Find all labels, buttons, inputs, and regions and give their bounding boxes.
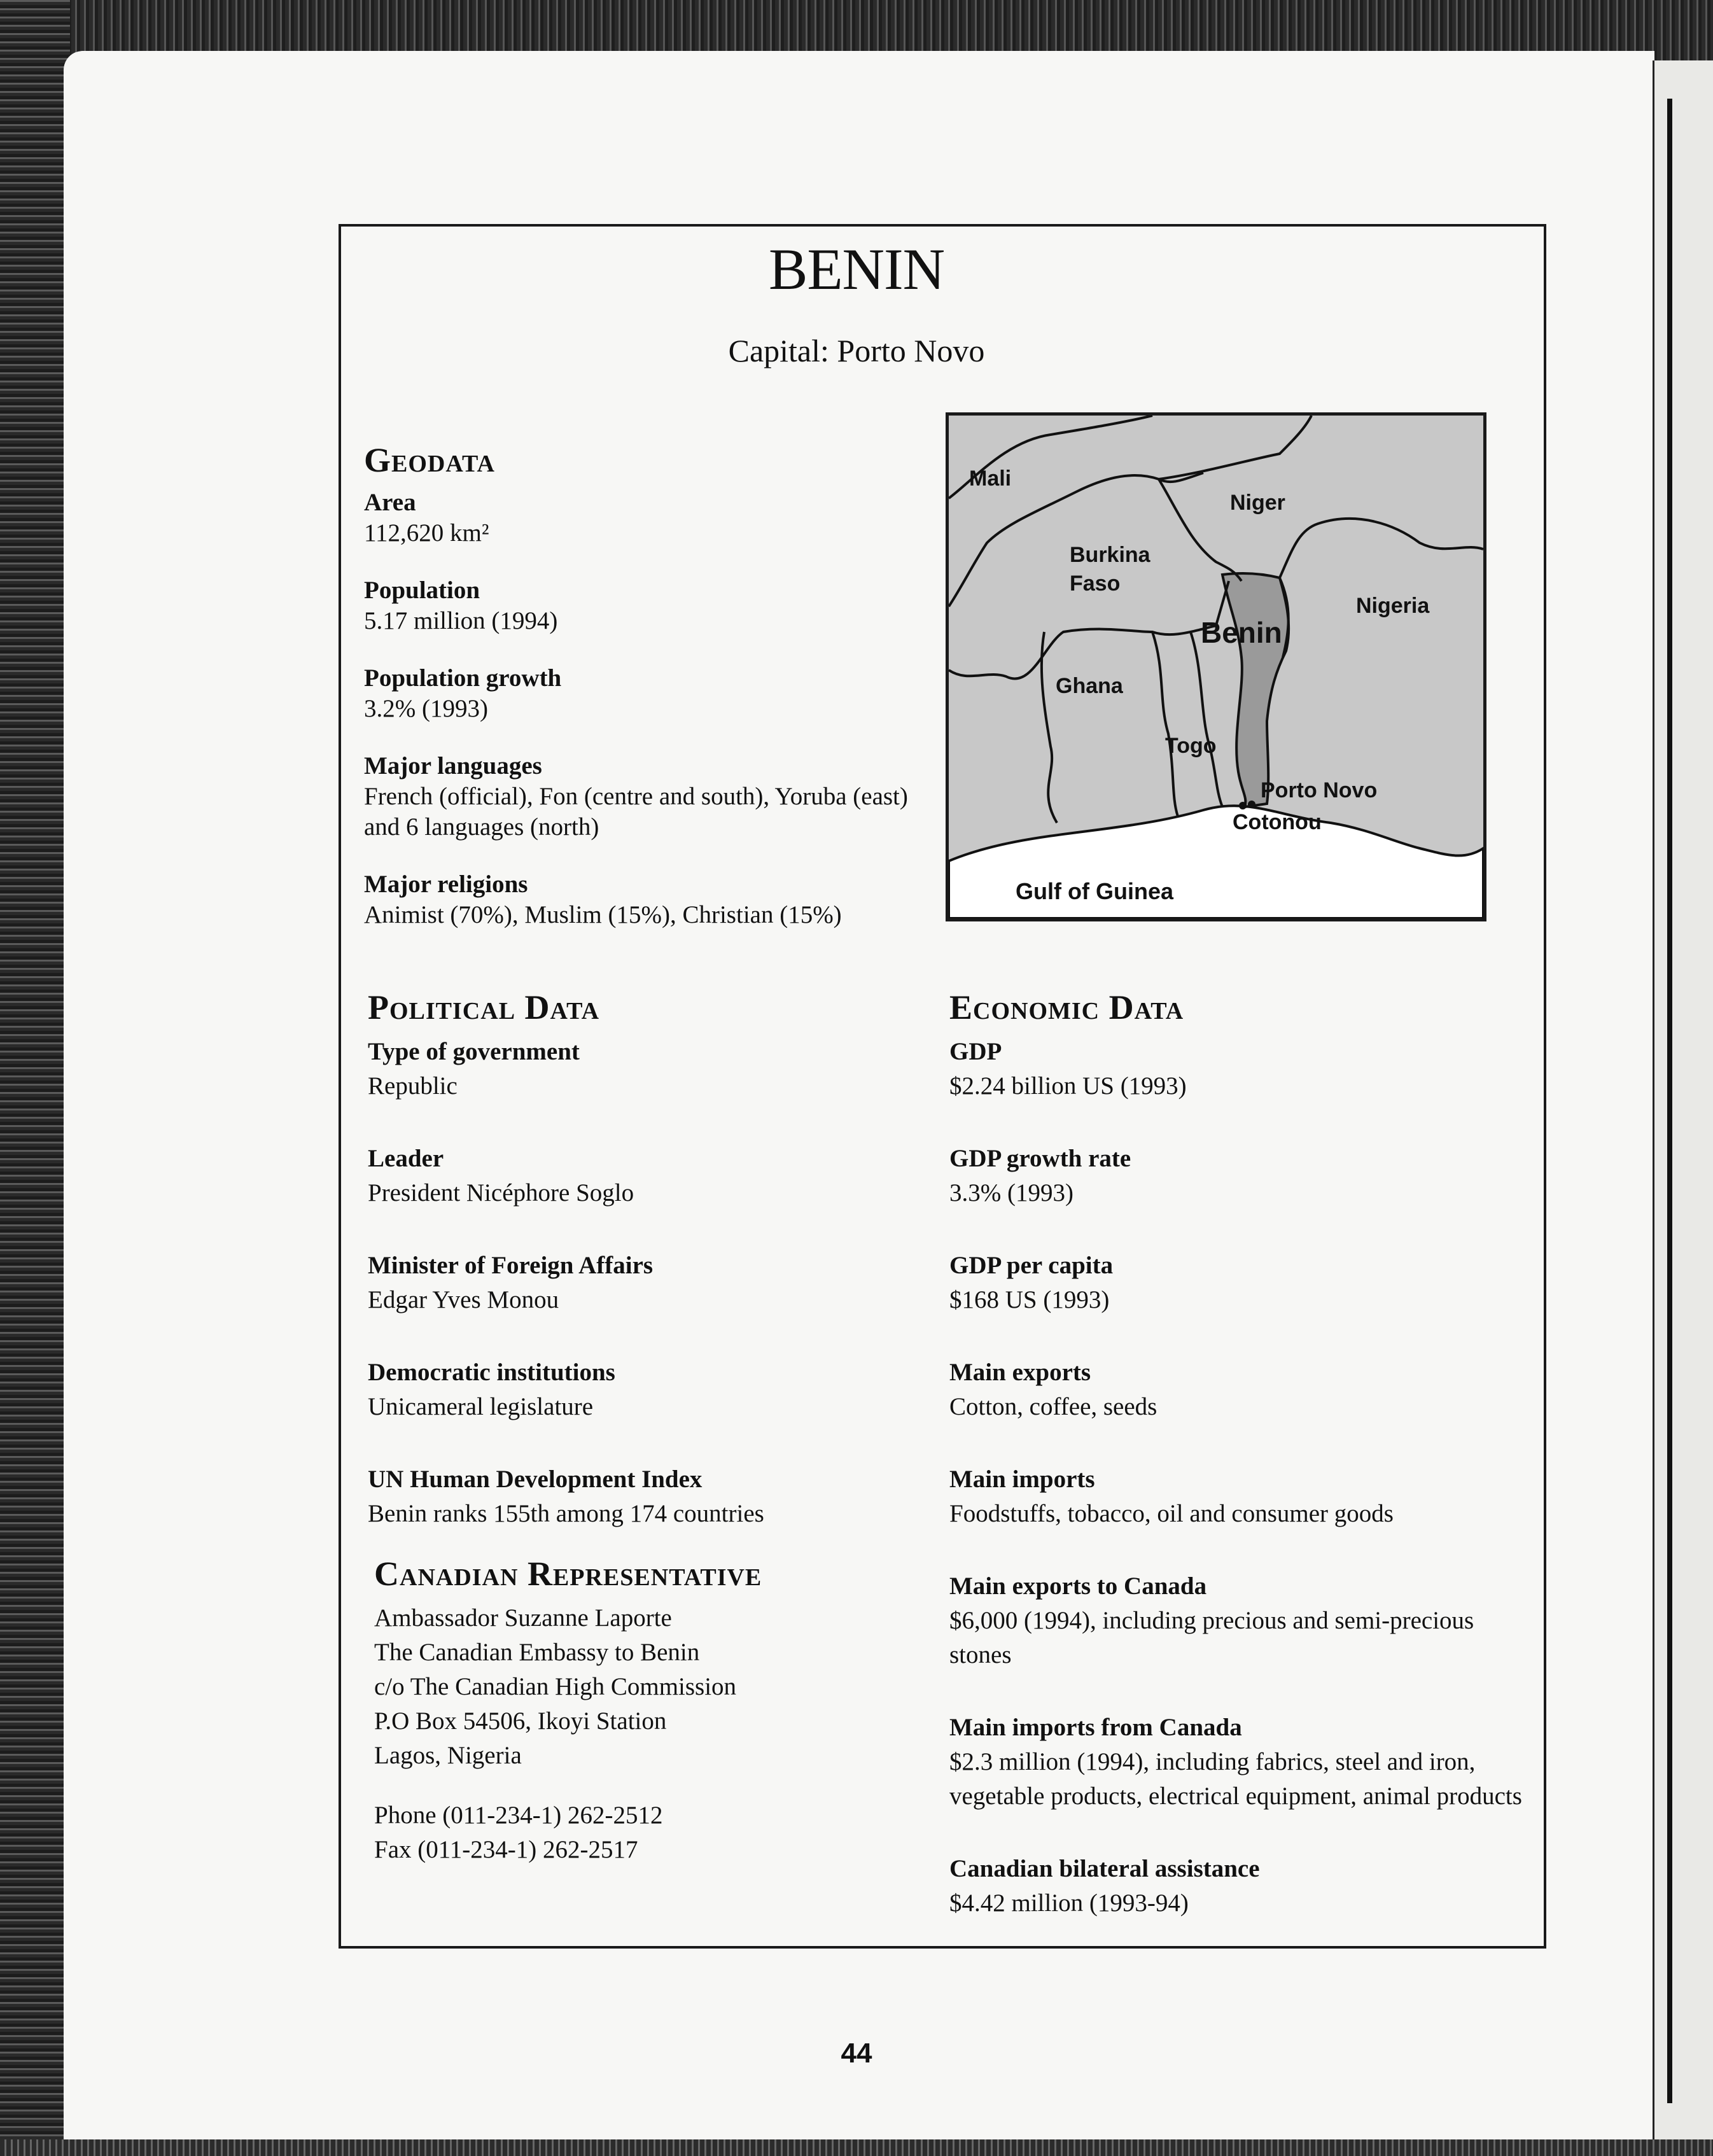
porto-novo-marker [1248, 801, 1255, 808]
political-entry [368, 1249, 940, 1317]
entry-value: $2.3 million (1994), including fabrics, steel and iron, [949, 1748, 1476, 1775]
geodata-entry [364, 487, 937, 549]
economic-entry [949, 1852, 1535, 1921]
map-label-benin: Benin [1201, 616, 1282, 649]
cotonou-marker [1239, 802, 1247, 809]
economic-entry [949, 1249, 1535, 1317]
entry-value: $6,000 (1994), including precious and semi-precious [949, 1607, 1474, 1634]
map-label-faso: Faso [1070, 571, 1121, 596]
geodata-entry [364, 663, 937, 724]
political-section [368, 986, 940, 1569]
geodata-entry [364, 869, 937, 930]
entry-label: GDP per capita [949, 1252, 1114, 1279]
rep-spacer [374, 1773, 947, 1798]
entry-label: Major languages [364, 752, 542, 780]
map-label-niger: Niger [1230, 491, 1285, 515]
entry-value: 3.3% (1993) [949, 1179, 1073, 1207]
entry-value: 3.2% (1993) [364, 695, 488, 722]
political-entry [368, 1142, 940, 1210]
canadian-rep-heading: Canadian Representative [374, 1555, 762, 1593]
entry-label: UN Human Development Index [368, 1466, 703, 1493]
entry-value: Cotton, coffee, seeds [949, 1393, 1157, 1420]
economic-entry [949, 1035, 1535, 1103]
spine-edge [1667, 99, 1672, 2103]
entry-label: GDP [949, 1038, 1002, 1065]
entry-value: French (official), Fon (centre and south), Yoruba (east) [364, 783, 908, 810]
entry-value: Animist (70%), Muslim (15%), Christian (15%) [364, 901, 842, 928]
map-label-mali: Mali [969, 466, 1012, 491]
entry-value: Unicameral legislature [368, 1393, 594, 1420]
map-label-nigeria: Nigeria [1356, 594, 1430, 618]
political-entry [368, 1035, 940, 1103]
entry-label: Population [364, 577, 480, 604]
map-label-togo: Togo [1165, 734, 1217, 758]
entry-label: Main imports [949, 1466, 1095, 1493]
political-entry [368, 1355, 940, 1424]
economic-entry [949, 1355, 1535, 1424]
entry-value-continued: vegetable products, electrical equipment, animal products [949, 1782, 1522, 1810]
page-title: BENIN [768, 237, 945, 302]
entry-label: Area [364, 489, 416, 516]
entry-value: Edgar Yves Monou [368, 1286, 559, 1313]
scan-border-left [0, 0, 70, 2156]
entry-label: Major religions [364, 871, 528, 898]
geodata-heading: Geodata [364, 441, 495, 479]
rep-line: c/o The Canadian High Commission [374, 1673, 737, 1700]
entry-value: President Nicéphore Soglo [368, 1179, 634, 1207]
entry-value: $2.24 billion US (1993) [949, 1072, 1187, 1100]
page-number: 44 [841, 2038, 872, 2069]
region-map-svg [949, 416, 1483, 918]
entry-value: 112,620 km² [364, 519, 489, 547]
economic-entry [949, 1462, 1535, 1531]
economic-heading: Economic Data [949, 988, 1184, 1026]
economic-entry [949, 1142, 1535, 1210]
entry-label: Main imports from Canada [949, 1714, 1242, 1741]
entry-value: $4.42 million (1993-94) [949, 1889, 1189, 1917]
map-label-gulf: Gulf of Guinea [1016, 878, 1173, 904]
entry-value-continued: stones [949, 1641, 1012, 1669]
economic-entry [949, 1569, 1535, 1672]
entry-label: Main exports to Canada [949, 1572, 1207, 1600]
entry-value: Benin ranks 155th among 174 countries [368, 1500, 764, 1527]
rep-line: P.O Box 54506, Ikoyi Station [374, 1707, 667, 1735]
scan-border-bottom [0, 2139, 1713, 2156]
geodata-entry [364, 751, 937, 843]
region-map [946, 412, 1486, 921]
capital-line: Capital: Porto Novo [728, 333, 985, 368]
entry-label: Main exports [949, 1359, 1091, 1386]
rep-line: Ambassador Suzanne Laporte [374, 1604, 672, 1632]
entry-label: Type of government [368, 1038, 580, 1065]
political-heading: Political Data [368, 988, 600, 1026]
entry-value-continued: and 6 languages (north) [364, 813, 599, 841]
entry-value: 5.17 million (1994) [364, 607, 558, 634]
entry-label: Population growth [364, 664, 562, 692]
rep-line: The Canadian Embassy to Benin [374, 1639, 700, 1666]
entry-label: GDP growth rate [949, 1145, 1131, 1172]
geodata-entry [364, 575, 937, 636]
map-label-burkina: Burkina [1070, 543, 1150, 567]
entry-label: Canadian bilateral assistance [949, 1855, 1260, 1882]
canadian-rep-section [374, 1553, 947, 1867]
entry-value: Foodstuffs, tobacco, oil and consumer goods [949, 1500, 1394, 1527]
entry-label: Minister of Foreign Affairs [368, 1252, 654, 1279]
entry-label: Leader [368, 1145, 444, 1172]
rep-phone: Phone (011-234-1) 262-2512 [374, 1802, 663, 1829]
book-spine [1653, 60, 1713, 2156]
economic-entry [949, 1711, 1535, 1814]
political-entry [368, 1462, 940, 1531]
economic-section [949, 986, 1535, 1959]
rep-line: Lagos, Nigeria [374, 1742, 522, 1769]
geodata-section [364, 439, 937, 957]
entry-label: Democratic institutions [368, 1359, 615, 1386]
map-label-porto-novo: Porto Novo [1261, 778, 1378, 802]
map-label-cotonou: Cotonou [1233, 810, 1322, 834]
entry-value: Republic [368, 1072, 458, 1100]
map-label-ghana: Ghana [1056, 674, 1123, 698]
entry-value: $168 US (1993) [949, 1286, 1110, 1313]
rep-fax: Fax (011-234-1) 262-2517 [374, 1836, 638, 1863]
